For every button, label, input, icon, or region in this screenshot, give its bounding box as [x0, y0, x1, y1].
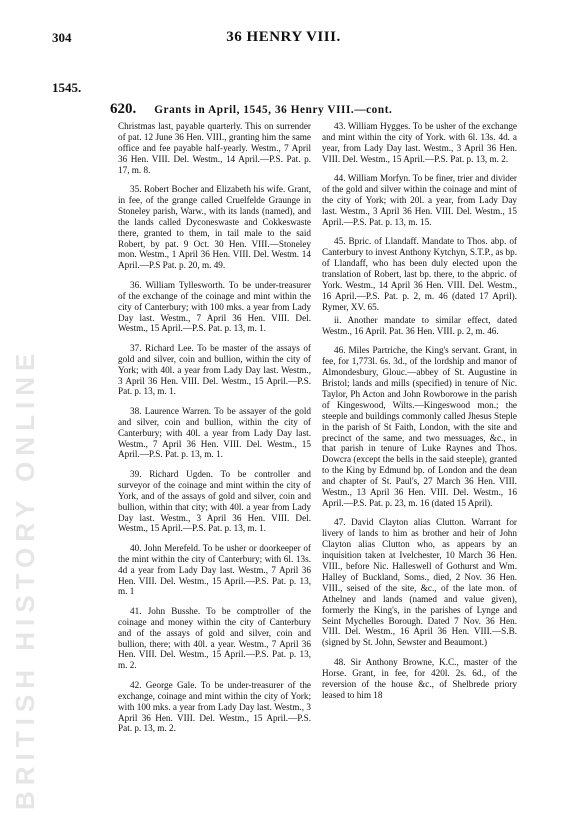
year-marker: 1545. — [52, 80, 82, 95]
entry-paragraph: 41. John Busshe. To be comptroller of the coinage and money within the city of Canterbury and of the assays of gold and silver, coin and bullion, there; with 40l. a year. Westm., 7 April 36 Hen. VIII. Del. Westm., 15 April.—P.S. Pat. p. 13, m. 2. — [118, 605, 311, 671]
entry-paragraph: 45. Bpric. of Llandaff. Mandate to Thos. abp. of Canterbury to invest Anthony Kytchyn, S.T.P., as bp. of Llandaff, who has been duly elected upon the translation of Robert, last bp. there, to the abpric. of York. Westm., 14 April 36 Hen. VIII. Del. Westm., 16 April.—P.S. Pat. p. 2, m. 46 (dated 17 April). Rymer, XV. 65. — [322, 236, 517, 312]
entry-paragraph: 46. Miles Partriche, the King's servant. Grant, in fee, for 1,773l. 6s. 3d., of the lordship and manor of Almondesbury, Glouc.—abbey of St. Augustine in Bristol; lands and mills (specified) in tenure of Nic. Taylor, Ph Acton and John Rowborowe in the parish of Kingeswood, Wilts.—Kingeswood mon.; the steeple and buildings commonly called Jhesus Steple in the parish of St Faith, London, with the site and precinct of the same, and two messuages, &c., in that parish in tenure of Luke Raynes and Thos. Dowcra (except the bells in the said steeple), granted to the King by Edmund bp. of London and the dean and chapter of St. Paul's, 27 March 36 Hen. VIII. Westm., 13 April 36 Hen. VIII. Del. Westm., 16 April.—P.S. Pat. p. 23, m. 16 (dated 15 April). — [322, 345, 517, 508]
entry-paragraph: 38. Laurence Warren. To be assayer of the gold and silver, coin and bullion, within the city of Canterbury; with 40l. a year from Lady Day last. Westm., 7 April 36 Hen. VIII. Del. Westm., 15 April.—P.S. Pat. p. 13, m. 1. — [118, 405, 311, 460]
entry-paragraph: Christmas last, payable quarterly. This on surrender of pat. 12 June 36 Hen. VIII., granting him the same office and fee payable half-yearly. Westm., 7 April 36 Hen. VIII. Del. Westm., 14 April.—P.S. Pat. p. 17, m. 8. — [118, 121, 311, 175]
entry-paragraph: 44. William Morfyn. To be finer, trier and divider of the gold and silver within the coinage and mint of the city of York; with 20l. a year, from Lady Day last. Westm., 3 April 36 Hen. VIII. Del. Westm., 15 April.—P.S. Pat. p. 13, m. 15. — [322, 173, 517, 227]
entry-paragraph: 37. Richard Lee. To be master of the assays of gold and silver, coin and bullion, within the city of York; with 40l. a year from Lady Day last. Westm., 3 April 36 Hen. VIII. Del. Westm., 15 April.—P.S. Pat. p. 13, m. 1. — [118, 342, 311, 397]
page-number: 304 — [52, 30, 72, 45]
entry-paragraph: ii. Another mandate to similar effect, dated Westm., 16 April. Pat. 36 Hen. VIII. p. 2, m. 46. — [322, 315, 517, 336]
section-number: 620. — [110, 101, 137, 117]
section-title: Grants in April, 1545, 36 Henry VIII.—cont. — [154, 104, 393, 116]
side-watermark: BRITISH HISTORY ONLINE — [10, 347, 40, 810]
entry-paragraph: 47. David Clayton alias Clutton. Warrant for livery of lands to him as brother and heir of John Clayton alias Clutton who, as appears by an inquisition taken at Ivelchester, 10 March 36 Hen. VIII., before Nic. Halleswell of Gothurst and Wm. Halley of Buckland, Soms., died, 2 Nov. 36 Hen. VIII., seised of the site, &c., of the late mon. of Athelney and lands (named and value given), formerly the King's, in the parishes of Lynge and Seint Mychelles Borough. Dated 7 Nov. 36 Hen. VIII. Del. Westm., 16 April 36 Hen. VIII.—S.B. (signed by St. John, Sewster and Beaumont.) — [322, 517, 517, 648]
entry-paragraph: 40. John Merefeld. To be usher or doorkeeper of the mint within the city of Canterbury; with 6l. 13s. 4d a year from Lady Day last. Westm., 7 April 36 Hen. VIII. Del. Westm., 15 April.—P.S. Pat. p. 13, m. 1 — [118, 542, 311, 597]
left-column — [118, 121, 311, 743]
entry-paragraph: 36. William Tyllesworth. To be under-treasurer of the exchange of the coinage and mint within the city of Canterbury; with 100 mks. a year from Lady Day last. Westm., 7 April 36 Hen. VIII. Del. Westm., 15 April.—P.S. Pat. p. 13, m. 1. — [118, 279, 311, 334]
entry-paragraph: 42. George Gale. To be under-treasurer of the exchange, coinage and mint within the city of York; with 100 mks. a year from Lady Day last. Westm., 3 April 36 Hen. VIII. Del. Westm., 15 April.—P.S. Pat. p. 13, m. 2. — [118, 679, 311, 734]
entry-paragraph: 39. Richard Ugden. To be controller and surveyor of the coinage and mint within the city of York, and of the assays of gold and silver, coin and bullion, within that city; with 40l. a year from Lady Day last. Westm., 3 April 36 Hen. VIII. Del. Westm., 15 April.—P.S. Pat. p. 13, m. 1. — [118, 468, 311, 534]
entry-paragraph: 43. William Hygges. To be usher of the exchange and mint within the city of York. with 6l. 13s. 4d. a year, from Lady Day last. Westm., 3 April 36 Hen. VIII. Del. Westm., 15 April.—P.S. Pat. p. 13, m. 2. — [322, 121, 517, 164]
entry-paragraph: 48. Sir Anthony Browne, K.C., master of the Horse. Grant, in fee, for 420l. 2s. 6d., of the reversion of the house &c., of Shelbrede priory leased to him 18 — [322, 656, 517, 700]
entry-paragraph: 35. Robert Bocher and Elizabeth his wife. Grant, in fee, of the grange called Cruelfelde Graunge in Stoneley parish, Warw., with its lands (named), and the lands called Dyconeswaste and Cokkeswaste there, granted to them, in tail male to the said Robert, by pat. 9 Oct. 30 Hen. VIII.—Stoneley mon. Westm., 1 April 36 Hen. VIII. Del. Westm. 14 April.—P.S Pat. p. 20, m. 49. — [118, 184, 311, 271]
running-head: 36 HENRY VIII. — [226, 29, 341, 45]
right-column — [322, 121, 517, 709]
section-heading — [110, 100, 550, 118]
